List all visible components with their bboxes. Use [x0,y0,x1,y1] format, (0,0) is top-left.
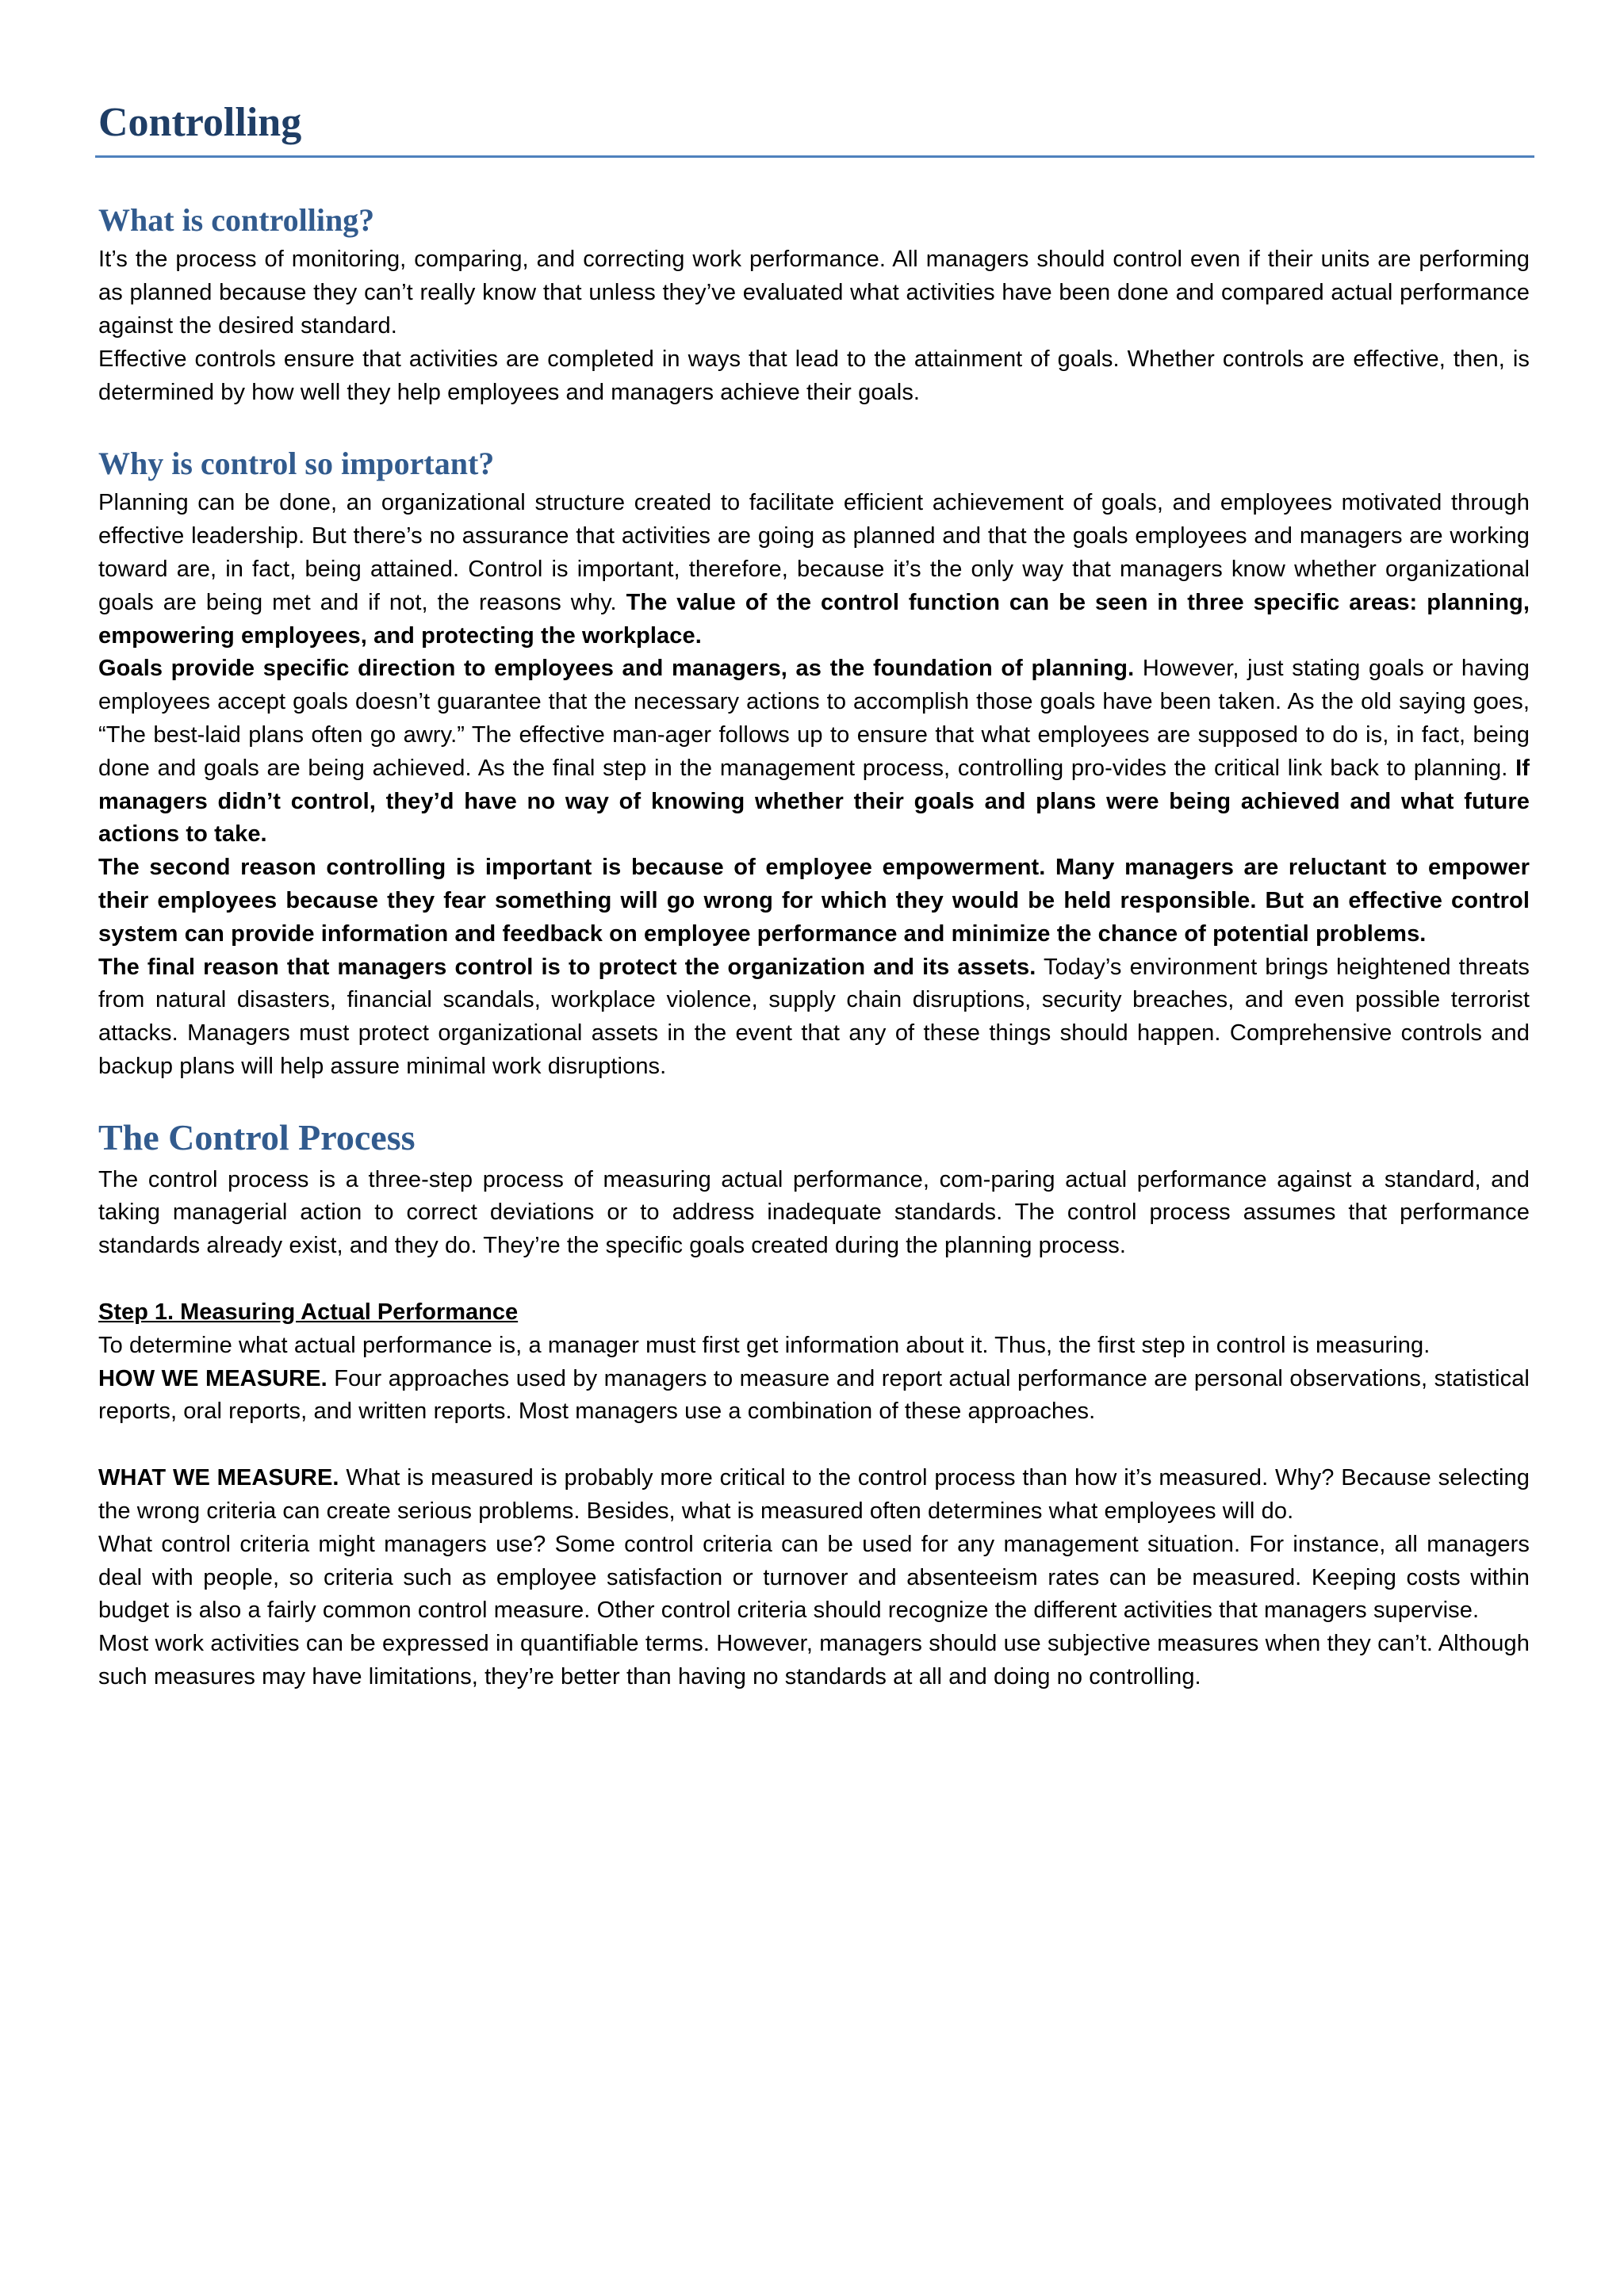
paragraph-why-2-bold: Goals provide specific direction to employees and managers, as the foundation of planning. [98,656,1135,682]
heading-control-process: The Control Process [98,1116,416,1158]
paragraph-why-2-text: However, just stating goals or having employees accept goals doesn’t guarantee that the necessary actions to accomplish those goals have been taken. As the old saying goes, “The best-laid plans often go awry.” The effective man-ager follows up to ensure that what employees are supposed to do is, in fact, being done and goals are being achieved. As the final step in the management process, controlling pro-vides the critical link back to planning. [98,656,1530,781]
what-we-measure-text: What is measured is probably more critical to the control process than how it’s measured. Why? Because selecting the wrong criteria can create serious problems. Besides, what is measured often determines what employees will do. [98,1465,1530,1524]
paragraph-what-we-measure [98,1462,1530,1529]
paragraph-why-2-bold-end: If managers didn’t control, they’d have no way of knowing whether their goals and plans were being achieved and what future actions to take. [98,755,1530,848]
paragraph-what-2: Effective controls ensure that activities are completed in ways that lead to the attainment of goals. Whether controls are effective, then, is determined by how well they help employees and managers achieve their goals. [98,346,1530,405]
paragraph-how-we-measure [98,1363,1530,1429]
heading-what-is-controlling: What is controlling? [98,202,375,239]
step-1-heading: Step 1. Measuring Actual Performance [98,1299,519,1325]
how-we-measure-text: Four approaches used by managers to measure and report actual performance are personal observations, statistical reports, oral reports, and written reports. Most managers use a combination of these approaches. [98,1365,1530,1425]
paragraph-why-2 [98,652,1530,851]
paragraph-what-1: It’s the process of monitoring, comparing, and correcting work performance. All managers should control even if their units are performing as planned because they can’t really know that unless they’ve evaluated what activities have been done and compared actual performance against the desired standard. [98,247,1530,339]
paragraph-why-3 [98,851,1530,951]
paragraph-quantifiable: Most work activities can be expressed in quantifiable terms. However, managers should use subjective measures when they can’t. Although such measures may have limitations, they’re better than having no standards at all and doing no controlling. [98,1631,1530,1689]
paragraph-process-1: The control process is a three-step process of measuring actual performance, com-paring actual performance against a standard, and taking managerial action to correct deviations or to address inadequate standards. The control process assumes that performance standards already exist, and they do. They’re the specific goals created during the planning process. [98,1166,1530,1259]
document-page [98,98,1530,1694]
paragraph-control-criteria: What control criteria might managers use? Some control criteria can be used for any management situation. For instance, all managers deal with people, so criteria such as employee satisfaction or turnover and absenteeism rates can be measured. Keeping costs within budget is also a fairly common control measure. Other control criteria should recognize the different activities that managers supervise. [98,1531,1530,1624]
paragraph-why-1-bold: The value of the control function can be seen in three specific areas: planning, empowering employees, and protecting the workplace. [98,589,1530,649]
how-we-measure-label: HOW WE MEASURE. [98,1365,327,1391]
paragraph-why-4-bold: The final reason that managers control is to protect the organization and its assets. [98,954,1036,980]
heading-why-control-important: Why is control so important? [98,446,495,482]
paragraph-why-1-text: Planning can be done, an organizational structure created to facilitate efficient achievement of goals, and employees motivated through effective leadership. But there’s no assurance that activities are going as planned and that the goals employees and managers are working toward are, in fact, being attained. Control is important, therefore, because it’s the only way that managers know whether organizational goals are being met and if not, the reasons why. [98,490,1530,615]
page-title: Controlling [95,98,1534,158]
what-we-measure-label: WHAT WE MEASURE. [98,1465,339,1491]
paragraph-why-4-text: Today’s environment brings heightened threats from natural disasters, financial scandals, workplace violence, supply chain disruptions, security breaches, and even possible terrorist attacks. Managers must protect organizational assets in the event that any of these things should happen. Comprehensive controls and backup plans will help assure minimal work disruptions. [98,954,1530,1079]
paragraph-step1-1: To determine what actual performance is, a manager must first get information about it. Thus, the first step in control is measuring. [98,1332,1431,1358]
spacer [98,1429,1530,1462]
paragraph-why-3-bold: The second reason controlling is important is because of employee empowerment. Many managers are reluctant to empower their employees because they fear something will go wrong for which they would be held responsible. But an effective control system can provide information and feedback on employee performance and minimize the chance of potential problems. [98,855,1530,947]
paragraph-why-4 [98,951,1530,1084]
paragraph-why-1 [98,487,1530,652]
